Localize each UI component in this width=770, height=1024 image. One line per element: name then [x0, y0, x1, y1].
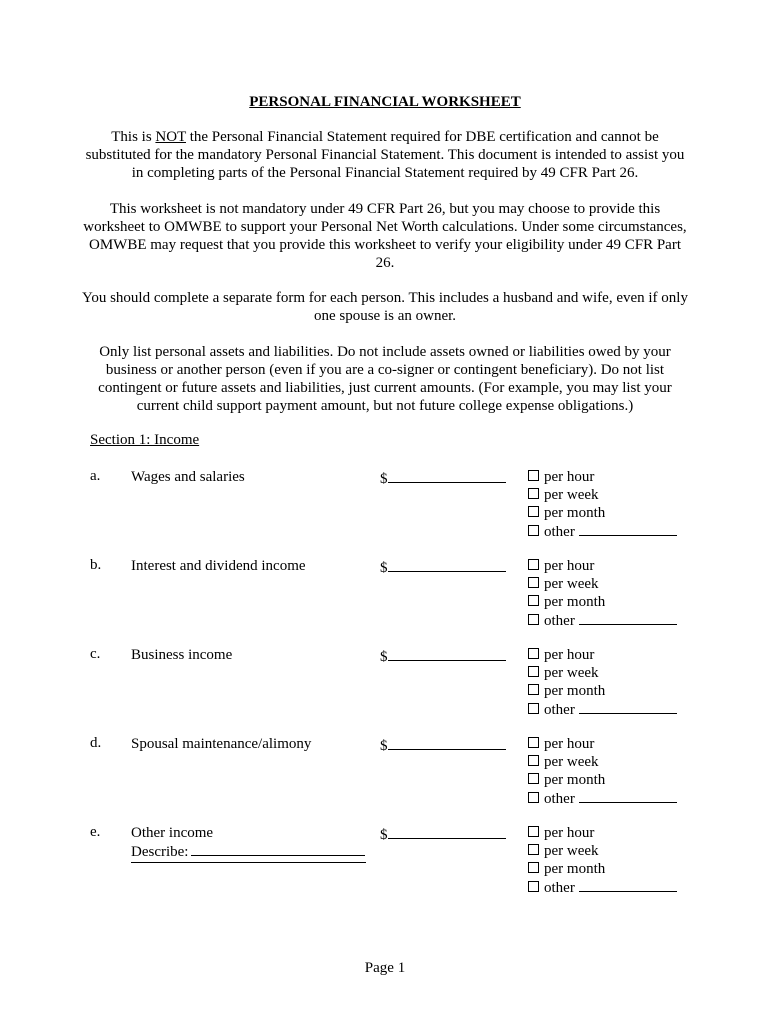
- option-label: per hour: [544, 469, 595, 485]
- checkbox-per-week[interactable]: [528, 488, 539, 499]
- income-row-alimony: [0, 735, 770, 815]
- page-number: Page 1: [364, 960, 406, 976]
- amount-field[interactable]: [380, 824, 506, 844]
- describe-blank[interactable]: [191, 842, 365, 856]
- section-heading: Section 1: Income: [90, 432, 200, 448]
- item-label-block: [131, 824, 365, 861]
- item-letter: b.: [90, 557, 102, 573]
- describe-label: Describe:: [131, 844, 189, 860]
- option-label: per hour: [544, 647, 595, 663]
- option-label: per week: [544, 843, 599, 859]
- amount-blank[interactable]: [388, 646, 506, 661]
- item-letter: e.: [90, 824, 101, 840]
- checkbox-per-week[interactable]: [528, 666, 539, 677]
- checkbox-per-hour[interactable]: [528, 559, 539, 570]
- item-label: Interest and dividend income: [131, 558, 306, 574]
- other-blank[interactable]: [579, 611, 677, 625]
- option-label: per month: [544, 861, 606, 877]
- checkbox-other[interactable]: [528, 614, 539, 625]
- income-row-wages: [0, 468, 770, 548]
- amount-blank[interactable]: [388, 468, 506, 483]
- option-label: per hour: [544, 736, 595, 752]
- item-label: Wages and salaries: [131, 469, 245, 485]
- checkbox-per-hour[interactable]: [528, 737, 539, 748]
- option-label: other: [544, 524, 575, 540]
- dollar-sign: $: [380, 827, 388, 843]
- item-letter: d.: [90, 735, 102, 751]
- checkbox-per-hour[interactable]: [528, 648, 539, 659]
- intro-text: This is: [111, 129, 156, 145]
- dollar-sign: $: [380, 560, 388, 576]
- option-label: per week: [544, 487, 599, 503]
- checkbox-other[interactable]: [528, 703, 539, 714]
- checkbox-other[interactable]: [528, 881, 539, 892]
- checkbox-per-hour[interactable]: [528, 470, 539, 481]
- checkbox-per-week[interactable]: [528, 577, 539, 588]
- other-blank[interactable]: [579, 522, 677, 536]
- option-label: other: [544, 702, 575, 718]
- dollar-sign: $: [380, 649, 388, 665]
- other-blank[interactable]: [579, 789, 677, 803]
- amount-field[interactable]: [380, 646, 506, 666]
- other-blank[interactable]: [579, 878, 677, 892]
- checkbox-per-month[interactable]: [528, 862, 539, 873]
- other-blank[interactable]: [579, 700, 677, 714]
- checkbox-other[interactable]: [528, 792, 539, 803]
- amount-field[interactable]: [380, 468, 506, 488]
- income-row-other: [0, 824, 770, 904]
- checkbox-per-month[interactable]: [528, 595, 539, 606]
- option-label: per week: [544, 754, 599, 770]
- intro-paragraph-2: This worksheet is not mandatory under 49 CFR Part 26, but you may choose to provide this worksheet to OMWBE to support your Personal Net Worth calculations. Under some circumstances, OMWBE may request that you provide this worksheet to verify your eligibility under 49 CFR Part 26.: [83, 201, 687, 271]
- option-label: per month: [544, 505, 606, 521]
- checkbox-per-month[interactable]: [528, 684, 539, 695]
- dollar-sign: $: [380, 738, 388, 754]
- describe-blank-2[interactable]: [131, 862, 366, 863]
- intro-paragraph-1: [80, 128, 690, 182]
- item-label: Other income: [131, 825, 214, 841]
- page-title: PERSONAL FINANCIAL WORKSHEET: [249, 94, 521, 110]
- frequency-options: [528, 824, 677, 896]
- option-label: other: [544, 791, 575, 807]
- amount-blank[interactable]: [388, 557, 506, 572]
- amount-field[interactable]: [380, 735, 506, 755]
- option-label: per hour: [544, 558, 595, 574]
- frequency-options: [528, 468, 677, 540]
- checkbox-per-week[interactable]: [528, 755, 539, 766]
- amount-field[interactable]: [380, 557, 506, 577]
- frequency-options: [528, 735, 677, 807]
- intro-paragraph-4: Only list personal assets and liabilities. Do not include assets owned or liabilities owed by your business or another person (even if you are a co-signer or contingent beneficiary). Do not list contingent or future assets and liabilities, just current amounts. (For example, you may list your current child support payment amount, but not future college expense obligations.): [98, 344, 672, 414]
- emphasis-not: NOT: [155, 129, 186, 145]
- income-row-business: [0, 646, 770, 726]
- checkbox-per-month[interactable]: [528, 773, 539, 784]
- dollar-sign: $: [380, 471, 388, 487]
- checkbox-per-month[interactable]: [528, 506, 539, 517]
- option-label: per week: [544, 665, 599, 681]
- option-label: other: [544, 880, 575, 896]
- option-label: other: [544, 613, 575, 629]
- amount-blank[interactable]: [388, 735, 506, 750]
- income-row-interest: [0, 557, 770, 637]
- option-label: per month: [544, 772, 606, 788]
- checkbox-per-hour[interactable]: [528, 826, 539, 837]
- option-label: per month: [544, 594, 606, 610]
- amount-blank[interactable]: [388, 824, 506, 839]
- checkbox-per-week[interactable]: [528, 844, 539, 855]
- item-letter: c.: [90, 646, 101, 662]
- option-label: per week: [544, 576, 599, 592]
- frequency-options: [528, 557, 677, 629]
- option-label: per hour: [544, 825, 595, 841]
- frequency-options: [528, 646, 677, 718]
- item-label: Business income: [131, 647, 233, 663]
- intro-paragraph-3: You should complete a separate form for each person. This includes a husband and wife, even if only one spouse is an owner.: [82, 290, 688, 324]
- item-letter: a.: [90, 468, 101, 484]
- item-label: Spousal maintenance/alimony: [131, 736, 312, 752]
- checkbox-other[interactable]: [528, 525, 539, 536]
- intro-text: the Personal Financial Statement required for DBE certification and cannot be substituted for the mandatory Personal Financial Statement. This document is intended to assist you in completing parts of the Personal Financial Statement required by 49 CFR Part 26.: [85, 129, 685, 181]
- option-label: per month: [544, 683, 606, 699]
